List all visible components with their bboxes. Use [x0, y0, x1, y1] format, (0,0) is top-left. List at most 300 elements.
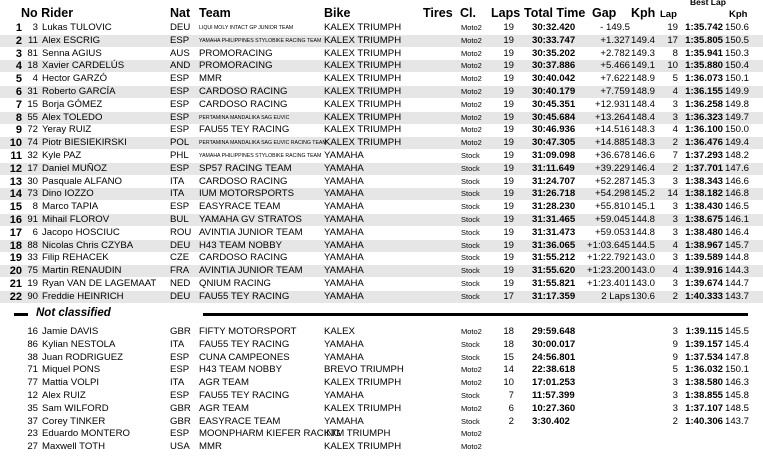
- rider-number-cell: 19: [27, 278, 38, 289]
- team-cell: PROMORACING: [199, 47, 273, 59]
- speed-cell: 148.3: [630, 124, 655, 136]
- gap-cell: +59.053: [595, 226, 630, 238]
- nationality-cell: AUS: [170, 47, 190, 59]
- gap-cell: +54.298: [595, 188, 630, 200]
- position-cell: 18: [9, 239, 22, 252]
- best-lap-time-cell: 1:35.742: [685, 22, 723, 33]
- bike-cell: YAMAHA: [324, 175, 364, 187]
- best-lap-time-cell: 1:36.323: [685, 111, 723, 123]
- laps-cell: 19: [503, 252, 514, 264]
- team-cell: EASYRACE TEAM: [199, 415, 281, 427]
- col-header-best-lap: Best Lap: [690, 0, 726, 7]
- bike-cell: YAMAHA: [324, 265, 364, 277]
- result-row: [0, 265, 763, 277]
- gap-cell: +52.287: [595, 175, 630, 187]
- rider-number-cell: 16: [27, 326, 38, 337]
- nationality-cell: ESP: [170, 111, 190, 123]
- rider-name-cell: Piotr BIESIEKIRSKI: [42, 137, 127, 149]
- team-cell: CARDOSO RACING: [199, 86, 288, 97]
- best-lap-speed-cell: 147.6: [725, 162, 750, 174]
- speed-cell: 146.6: [630, 150, 655, 161]
- rider-number-cell: 38: [27, 351, 38, 363]
- speed-cell: 149.4: [630, 34, 655, 46]
- best-lap-speed-cell: 149.9: [725, 86, 750, 97]
- gap-cell: +14.885: [595, 137, 630, 149]
- rider-number-cell: 3: [32, 22, 38, 33]
- position-cell: 10: [9, 137, 22, 150]
- result-row: [0, 201, 763, 213]
- position-cell: 3: [15, 47, 22, 60]
- class-cell: Stock: [461, 240, 480, 250]
- total-time-cell: 30:32.420: [532, 22, 576, 33]
- best-lap-speed-cell: 150.6: [725, 22, 750, 33]
- position-cell: 8: [15, 111, 22, 124]
- best-lap-number-cell: 3: [672, 214, 678, 225]
- not-classified-row: [0, 390, 763, 402]
- not-classified-row: [0, 428, 763, 440]
- bike-cell: YAMAHA: [324, 150, 364, 161]
- position-cell: 13: [9, 175, 22, 188]
- class-cell: Moto2: [461, 87, 482, 96]
- bike-cell: KALEX TRIUMPH: [324, 111, 402, 123]
- best-lap-number-cell: 4: [672, 86, 678, 97]
- team-cell: YAMAHA PHILIPPINES STYLOBIKE RACING TEAM: [199, 153, 322, 159]
- gap-cell: +5.466: [600, 60, 630, 72]
- best-lap-number-cell: 4: [672, 124, 678, 136]
- position-cell: 14: [9, 188, 22, 201]
- laps-cell: 19: [503, 162, 514, 174]
- best-lap-time-cell: 1:38.430: [685, 201, 723, 213]
- not-classified-row: [0, 403, 763, 415]
- col-header-gap: Gap: [592, 6, 617, 20]
- nationality-cell: ITA: [170, 188, 185, 200]
- result-row: [0, 48, 763, 60]
- position-cell: 15: [9, 201, 22, 214]
- speed-cell: 148.3: [630, 137, 655, 149]
- col-header-no-rider: No Rider: [21, 6, 74, 20]
- best-lap-speed-cell: 149.7: [725, 111, 750, 123]
- nationality-cell: DEU: [170, 22, 191, 33]
- speed-cell: 144.5: [630, 239, 655, 251]
- class-cell: Moto2: [461, 23, 482, 32]
- nationality-cell: ESP: [170, 98, 190, 110]
- bike-cell: YAMAHA: [324, 188, 364, 200]
- result-row: [0, 278, 763, 290]
- gap-cell: +1:23.401: [587, 278, 630, 289]
- best-lap-speed-cell: 143.7: [725, 290, 750, 302]
- rider-name-cell: Mihail FLOROV: [42, 214, 110, 225]
- rider-number-cell: 81: [27, 47, 38, 59]
- not-classified-heading: [0, 306, 763, 322]
- class-cell: Moto2: [461, 365, 482, 375]
- best-lap-number-cell: 3: [672, 390, 678, 401]
- nationality-cell: GBR: [170, 402, 191, 414]
- bike-cell: YAMAHA: [324, 201, 364, 213]
- best-lap-speed-cell: 150.3: [725, 47, 750, 59]
- gap-cell: +55.810: [595, 201, 630, 213]
- nationality-cell: ITA: [170, 175, 185, 187]
- gap-cell: +1.327: [600, 34, 630, 46]
- best-lap-speed-cell: 145.4: [725, 338, 750, 350]
- nationality-cell: ESP: [170, 364, 190, 376]
- result-row: [0, 188, 763, 200]
- class-cell: Moto2: [461, 48, 482, 58]
- result-row: [0, 86, 763, 98]
- rider-number-cell: 30: [27, 175, 38, 187]
- rider-number-cell: 77: [27, 377, 38, 389]
- best-lap-time-cell: 1:39.589: [685, 252, 723, 264]
- results-header: [0, 0, 763, 22]
- total-time-cell: 30:40.179: [532, 86, 576, 97]
- best-lap-number-cell: 3: [672, 402, 678, 414]
- best-lap-speed-cell: 145.8: [725, 390, 750, 401]
- rider-name-cell: Pasquale ALFANO: [42, 175, 122, 187]
- total-time-cell: 3:30.402: [532, 415, 570, 427]
- result-row: [0, 176, 763, 188]
- rider-name-cell: Yeray RUIZ: [42, 124, 92, 136]
- rider-name-cell: Mattia VOLPI: [42, 377, 100, 389]
- gap-cell: +7.622: [600, 73, 630, 85]
- laps-cell: 19: [503, 60, 514, 72]
- total-time-cell: 30:33.747: [532, 34, 576, 46]
- speed-cell: 146.4: [630, 162, 655, 174]
- class-cell: Stock: [461, 391, 480, 400]
- total-time-cell: 31:55.821: [532, 278, 576, 289]
- total-time-cell: 31:31.465: [532, 214, 576, 225]
- position-cell: 6: [15, 86, 22, 98]
- speed-cell: 130.6: [630, 290, 655, 302]
- total-time-cell: 31:11.649: [532, 162, 575, 174]
- position-cell: 17: [9, 226, 22, 239]
- best-lap-number-cell: 2: [672, 137, 678, 149]
- bike-cell: KALEX TRIUMPH: [324, 137, 402, 149]
- total-time-cell: 22:38.618: [532, 364, 576, 376]
- rider-name-cell: Miquel PONS: [42, 364, 101, 376]
- team-cell: LIQUI MOLY INTACT GP JUNIOR TEAM: [199, 25, 294, 31]
- rider-name-cell: Juan RODRIGUEZ: [42, 351, 124, 363]
- rider-number-cell: 75: [27, 265, 38, 277]
- rider-name-cell: Senna AGIUS: [42, 47, 102, 59]
- laps-cell: 19: [503, 150, 514, 161]
- total-time-cell: 24:56.801: [532, 351, 576, 363]
- best-lap-time-cell: 1:37.701: [685, 162, 723, 174]
- total-time-cell: 30:40.042: [532, 73, 576, 85]
- best-lap-time-cell: 1:36.073: [685, 73, 723, 85]
- class-cell: Stock: [461, 215, 480, 224]
- best-lap-number-cell: 8: [672, 47, 678, 59]
- position-cell: 16: [9, 214, 22, 226]
- best-lap-time-cell: 1:38.343: [685, 175, 723, 187]
- position-cell: 20: [9, 265, 22, 278]
- bike-cell: KALEX TRIUMPH: [324, 377, 402, 389]
- result-row: [0, 163, 763, 175]
- not-classified-row: [0, 441, 763, 453]
- best-lap-number-cell: 2: [672, 415, 678, 427]
- best-lap-number-cell: 17: [667, 34, 678, 46]
- laps-cell: 19: [503, 239, 514, 251]
- nationality-cell: DEU: [170, 239, 191, 251]
- position-cell: 4: [15, 60, 22, 73]
- best-lap-number-cell: 3: [672, 278, 678, 289]
- best-lap-speed-cell: 148.5: [725, 402, 750, 414]
- result-row: [0, 73, 763, 85]
- total-time-cell: 31:31.473: [532, 226, 576, 238]
- class-cell: Moto2: [461, 99, 482, 109]
- speed-cell: 144.8: [630, 214, 655, 225]
- laps-cell: 19: [503, 137, 514, 149]
- rider-name-cell: Sam WILFORD: [42, 402, 109, 414]
- team-cell: H43 TEAM NOBBY: [199, 239, 282, 251]
- best-lap-time-cell: 1:36.258: [685, 98, 723, 110]
- rider-number-cell: 74: [27, 137, 38, 149]
- total-time-cell: 31:28.230: [532, 201, 576, 213]
- rider-number-cell: 15: [27, 98, 38, 110]
- total-time-cell: 31:09.098: [532, 150, 576, 161]
- class-cell: Stock: [461, 163, 480, 173]
- class-cell: Stock: [461, 279, 480, 288]
- total-time-cell: 31:26.718: [532, 188, 576, 200]
- gap-cell: +13.264: [595, 111, 630, 123]
- gap-cell: +36.678: [595, 150, 630, 161]
- best-lap-time-cell: 1:36.100: [685, 124, 723, 136]
- section-divider: [203, 313, 748, 316]
- best-lap-time-cell: 1:35.941: [685, 47, 723, 59]
- nationality-cell: ESP: [170, 86, 190, 97]
- rider-number-cell: 27: [27, 441, 38, 453]
- gap-cell: +14.516: [595, 124, 630, 136]
- total-time-cell: 31:55.620: [532, 265, 576, 277]
- best-lap-time-cell: 1:38.182: [685, 188, 723, 200]
- col-header-tires: Tires: [423, 6, 453, 20]
- rider-name-cell: Jacopo HOSCIUC: [42, 226, 120, 238]
- rider-number-cell: 23: [27, 428, 38, 440]
- rider-name-cell: Hector GARZÓ: [42, 73, 108, 85]
- rider-name-cell: Jamie DAVIS: [42, 326, 99, 337]
- total-time-cell: 29:59.648: [532, 326, 576, 337]
- total-time-cell: 30:00.017: [532, 338, 576, 350]
- bike-cell: YAMAHA: [324, 162, 364, 174]
- speed-cell: 149.3: [630, 47, 655, 59]
- best-lap-time-cell: 1:39.916: [685, 265, 723, 277]
- laps-cell: 19: [503, 188, 514, 200]
- laps-cell: 18: [503, 326, 514, 337]
- speed-cell: 148.4: [630, 111, 655, 123]
- class-cell: Stock: [461, 352, 480, 362]
- rider-number-cell: 35: [27, 402, 38, 414]
- nationality-cell: ROU: [170, 226, 192, 238]
- class-cell: Moto2: [461, 403, 482, 413]
- class-cell: Stock: [461, 416, 480, 426]
- best-lap-time-cell: 1:36.476: [685, 137, 723, 149]
- laps-cell: 7: [508, 390, 514, 401]
- col-header-lap: Lap: [660, 9, 677, 20]
- result-row: [0, 35, 763, 47]
- col-header-nat: Nat: [170, 6, 191, 20]
- gap-cell: +39.229: [595, 162, 630, 174]
- total-time-cell: 30:45.684: [532, 111, 576, 123]
- best-lap-time-cell: 1:35.805: [685, 34, 723, 46]
- speed-cell: 148.9: [630, 86, 655, 97]
- best-lap-speed-cell: 149.8: [725, 98, 750, 110]
- class-cell: Stock: [461, 253, 480, 263]
- best-lap-speed-cell: 145.7: [725, 239, 750, 251]
- team-cell: FAU55 TEY RACING: [199, 124, 290, 136]
- best-lap-number-cell: 3: [672, 111, 678, 123]
- best-lap-speed-cell: 144.8: [725, 252, 750, 264]
- rider-number-cell: 55: [27, 111, 38, 123]
- total-time-cell: 30:47.305: [532, 137, 576, 149]
- best-lap-number-cell: 19: [667, 22, 678, 33]
- bike-cell: YAMAHA: [324, 338, 364, 350]
- total-time-cell: 30:37.886: [532, 60, 576, 72]
- bike-cell: YAMAHA: [324, 239, 364, 251]
- best-lap-number-cell: 2: [672, 162, 678, 174]
- result-row: [0, 291, 763, 303]
- rider-number-cell: 8: [32, 201, 38, 213]
- best-lap-time-cell: 1:39.157: [685, 338, 723, 350]
- rider-name-cell: Roberto GARCÍA: [42, 86, 116, 97]
- team-cell: CUNA CAMPEONES: [199, 351, 290, 363]
- bike-cell: KALEX TRIUMPH: [324, 402, 402, 414]
- rider-name-cell: Corey TINKER: [42, 415, 106, 427]
- team-cell: AGR TEAM: [199, 377, 249, 389]
- laps-cell: 19: [503, 73, 514, 85]
- best-lap-number-cell: 9: [672, 351, 678, 363]
- class-cell: Stock: [461, 339, 480, 349]
- team-cell: MOONPHARM KIEFER RACING: [199, 428, 341, 440]
- nationality-cell: ESP: [170, 428, 190, 440]
- best-lap-speed-cell: 146.4: [725, 226, 750, 238]
- rider-number-cell: 71: [27, 364, 38, 376]
- speed-cell: 143.0: [630, 252, 655, 264]
- bike-cell: YAMAHA: [324, 278, 364, 289]
- team-cell: CARDOSO RACING: [199, 252, 288, 264]
- col-header-total-time: Total Time: [524, 6, 586, 20]
- laps-cell: 19: [503, 111, 514, 123]
- bike-cell: KALEX TRIUMPH: [324, 98, 402, 110]
- speed-cell: 143.0: [630, 278, 655, 289]
- speed-cell: 143.0: [630, 265, 655, 277]
- best-lap-number-cell: 9: [672, 338, 678, 350]
- best-lap-number-cell: 4: [672, 239, 678, 251]
- nationality-cell: ITA: [170, 338, 185, 350]
- rider-name-cell: Lukas TULOVIC: [42, 22, 112, 33]
- class-cell: Stock: [461, 227, 480, 237]
- gap-cell: - 149.5: [600, 22, 630, 33]
- not-classified-row: [0, 326, 763, 338]
- nationality-cell: NED: [170, 278, 191, 289]
- best-lap-time-cell: 1:39.674: [685, 278, 723, 289]
- position-cell: 1: [15, 22, 22, 34]
- rider-name-cell: Kylian NESTOLA: [42, 338, 116, 350]
- rider-number-cell: 73: [27, 188, 38, 200]
- section-dash: [14, 313, 28, 316]
- laps-cell: 19: [503, 201, 514, 213]
- best-lap-time-cell: 1:38.967: [685, 239, 723, 251]
- result-row: [0, 227, 763, 239]
- rider-number-cell: 37: [27, 415, 38, 427]
- nationality-cell: ESP: [170, 351, 190, 363]
- best-lap-speed-cell: 150.5: [725, 34, 750, 46]
- best-lap-speed-cell: 146.8: [725, 188, 750, 200]
- nationality-cell: CZE: [170, 252, 190, 264]
- nationality-cell: GBR: [170, 415, 191, 427]
- not-classified-row: [0, 377, 763, 389]
- best-lap-speed-cell: 148.2: [725, 150, 750, 161]
- best-lap-number-cell: 3: [672, 226, 678, 238]
- rider-name-cell: Marco TAPIA: [42, 201, 99, 213]
- speed-cell: 145.1: [630, 201, 655, 213]
- laps-cell: 2: [508, 415, 514, 427]
- laps-cell: 18: [503, 338, 514, 350]
- gap-cell: +1:22.792: [587, 252, 630, 264]
- speed-cell: 145.2: [630, 188, 655, 200]
- nationality-cell: ESP: [170, 124, 190, 136]
- team-cell: MMR: [199, 73, 222, 85]
- best-lap-number-cell: 3: [672, 98, 678, 110]
- result-row: [0, 137, 763, 149]
- bike-cell: KALEX TRIUMPH: [324, 73, 402, 85]
- total-time-cell: 30:45.351: [532, 98, 576, 110]
- rider-name-cell: Alex ESCRIG: [42, 34, 101, 46]
- laps-cell: 15: [503, 351, 514, 363]
- team-cell: H43 TEAM NOBBY: [199, 364, 282, 376]
- total-time-cell: 17:01.253: [532, 377, 576, 389]
- laps-cell: 6: [508, 402, 514, 414]
- not-classified-row: [0, 364, 763, 376]
- bike-cell: YAMAHA: [324, 226, 364, 238]
- bike-cell: YAMAHA: [324, 252, 364, 264]
- class-cell: Moto2: [461, 138, 482, 148]
- best-lap-number-cell: 5: [672, 364, 678, 376]
- rider-name-cell: Maxwell TOTH: [42, 441, 106, 453]
- bike-cell: KALEX: [324, 326, 355, 337]
- total-time-cell: 31:55.212: [532, 252, 576, 264]
- best-lap-speed-cell: 146.5: [725, 201, 750, 213]
- position-cell: 21: [9, 278, 22, 290]
- total-time-cell: 11:57.399: [532, 390, 575, 401]
- laps-cell: 19: [503, 278, 514, 289]
- team-cell: PERTAMINA MANDALIKA SAG EUVIC RACING TEAM: [199, 140, 327, 147]
- speed-cell: 145.3: [630, 175, 655, 187]
- speed-cell: 144.8: [630, 226, 655, 238]
- nationality-cell: BUL: [170, 214, 189, 225]
- laps-cell: 19: [503, 34, 514, 46]
- rider-name-cell: Filip REHACEK: [42, 252, 109, 264]
- result-row: [0, 124, 763, 136]
- best-lap-time-cell: 1:37.293: [685, 150, 723, 161]
- team-cell: PERTAMINA MANDALIKA SAG EUVIC: [199, 114, 290, 121]
- laps-cell: 19: [503, 265, 514, 277]
- rider-number-cell: 4: [32, 73, 38, 85]
- rider-number-cell: 6: [32, 226, 38, 238]
- speed-cell: 149.1: [630, 60, 655, 72]
- team-cell: AGR TEAM: [199, 402, 249, 414]
- rider-number-cell: 72: [27, 124, 38, 136]
- team-cell: QNIUM RACING: [199, 278, 271, 289]
- nationality-cell: ESP: [170, 390, 190, 401]
- result-row: [0, 240, 763, 252]
- best-lap-speed-cell: 147.8: [725, 351, 750, 363]
- bike-cell: KALEX TRIUMPH: [324, 34, 402, 46]
- bike-cell: KALEX TRIUMPH: [324, 124, 402, 136]
- team-cell: CARDOSO RACING: [199, 175, 288, 187]
- best-lap-speed-cell: 146.1: [725, 214, 750, 225]
- best-lap-time-cell: 1:40.306: [685, 415, 723, 427]
- class-cell: Moto2: [461, 327, 482, 336]
- total-time-cell: 30:46.936: [532, 124, 576, 136]
- not-classified-row: [0, 352, 763, 364]
